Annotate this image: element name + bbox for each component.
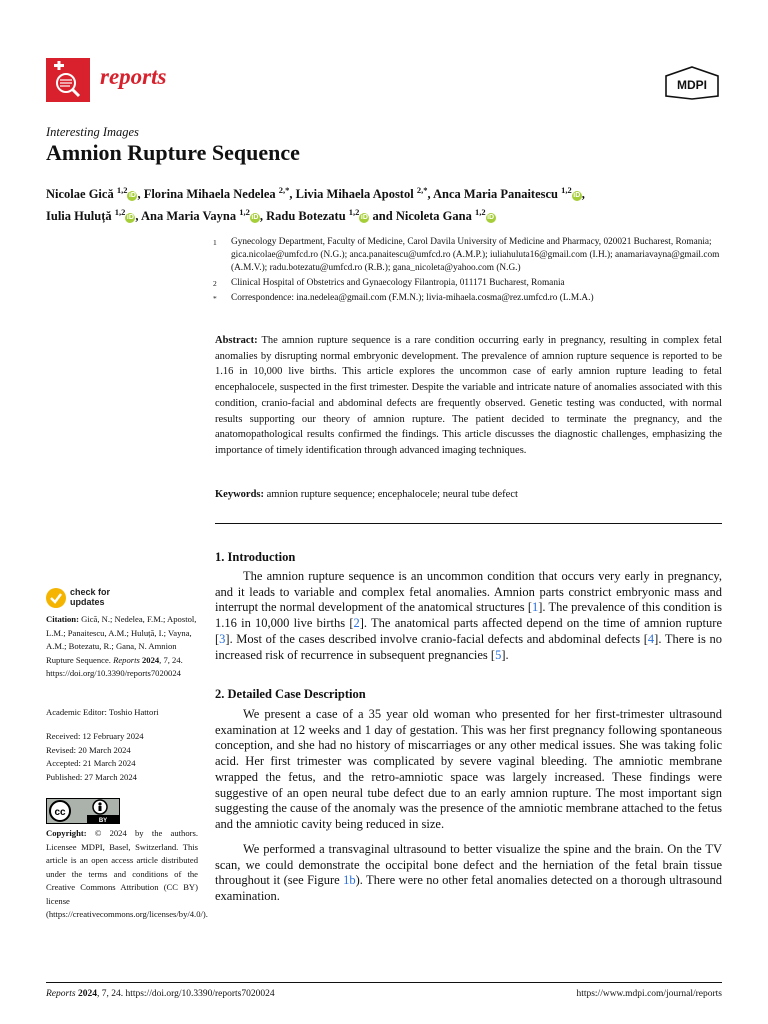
svg-text:cc: cc — [54, 807, 66, 818]
dates-block — [46, 730, 198, 784]
author-separator: and — [369, 209, 396, 224]
copyright-label: Copyright: — [46, 828, 87, 838]
paragraph-text: ). There were no other fetal anomalies detected on a thorough ultrasound examination. — [215, 873, 722, 904]
cc-by-license-badge[interactable] — [46, 798, 120, 824]
author-name: Radu Botezatu — [266, 209, 349, 224]
page-title: Amnion Rupture Sequence — [46, 140, 300, 165]
paragraph-text: We performed a transvaginal ultrasound to better visualize the spine and the brain. On the TV scan, we could demonstrate the occipital bone defect and the herniation of the fetal brain tissue throughout it (see Figure — [215, 842, 722, 888]
keywords — [215, 489, 722, 500]
article-type: Interesting Images — [46, 125, 139, 139]
magnifier-icon — [46, 58, 90, 102]
received-date: Received: 12 February 2024 — [46, 731, 144, 741]
affiliation-2: 2 Clinical Hospital of Obstetrics and Gynaecology Filantropia, 011171 Bucharest, Romania — [213, 278, 565, 288]
abstract-label: Abstract: — [215, 335, 258, 346]
section-heading-introduction: 1. Introduction — [215, 550, 296, 564]
abstract — [215, 333, 722, 459]
footer-doi: , 7, 24. https://doi.org/10.3390/reports7020024 — [96, 989, 275, 999]
author-name: Nicolae Gică — [46, 187, 117, 202]
cc-by-label: BY — [98, 818, 108, 823]
revised-date: Revised: 20 March 2024 — [46, 744, 131, 755]
footer-citation — [46, 989, 275, 999]
author-separator: , — [135, 209, 141, 224]
abstract-text: The amnion rupture sequence is a rare condition occurring early in pregnancy, resulting in complex fetal anomalies by disrupting normal embryonic development. The prevalence of amnion rupture sequence is reported to be 1.16 in 10,000 live births. This article explores the uncommon case of early amnion rupture leading to fetal encephalocele, suspected in the first trimester. Despite the variable and intricate nature of anomalies associated with this condition, cranio-facial and abdominal defects are frequently observed. Genetic testing was conducted, with normal results supporting our theory of amnion rupture. The patient decided to terminate the pregnancy, and the anatomopathological results confirmed the findings. This article discusses the diagnostic challenges, emphasizing the importance of timely identification through advanced imaging techniques. — [215, 335, 723, 456]
footer-divider — [46, 982, 722, 983]
paragraph-text: ]. The prevalence of this condition is 1.16 in 10,000 live births [ — [215, 600, 722, 631]
author-separator: , — [259, 209, 267, 224]
citation-journal: Reports — [113, 654, 140, 665]
author-name: Iulia Huluță — [46, 209, 115, 224]
case-paragraph-1: We present a case of a 35 year old woman who presented for her first-trimester ultrasound examination at 12 weeks and 1 day of gestation. This was her first pregnancy following spontaneous conception, and she had no history of miscarriages or any other medical issues. She was taking folic acid. Her first trimester was complicated by severe vaginal bleeding. The amniotic membrane wrapped the fetus, and the retro-amniotic space was largely increased. These findings were suggestive of an open neural tube defect due to an early amnion rupture. The most important sign suggesting the cause of the anomaly was the presence of the amniotic membrane attached to the fetus and the amniotic cavity being reduced in size. — [215, 707, 722, 831]
keywords-text: amnion rupture sequence; encephalocele; neural tube defect — [266, 489, 518, 500]
citation-label: Citation: — [46, 614, 79, 624]
orcid-icon[interactable]: iD — [360, 214, 368, 222]
check-updates-line2: updates — [70, 597, 105, 607]
reference-link[interactable]: 1 — [532, 600, 539, 615]
citation-text: Gică, N.; Nedelea, F.M.; Apostol, L.M.; Panaitescu, A.M.; Huluță, I.; Vayna, A.M.; Botezatu, R.; Gana, N. Amnion Rupture Sequence. — [46, 614, 197, 665]
footer-journal-url[interactable]: https://www.mdpi.com/journal/reports — [576, 989, 722, 999]
reference-link[interactable]: 5 — [495, 647, 502, 662]
author-name: Livia Mihaela Apostol — [295, 187, 417, 202]
orcid-icon[interactable]: iD — [128, 192, 136, 200]
reference-link[interactable]: 3 — [219, 631, 226, 646]
check-for-updates-button[interactable] — [46, 586, 116, 610]
author-name: Ana Maria Vayna — [140, 209, 240, 224]
paragraph-text: The amnion rupture sequence is an uncommon condition that occurs very early in pregnancy, and it leads to variable and complex fetal anomalies. Amnion parts constrict embryonic mass and interrupt the normal development of the anatomical structures [ — [215, 569, 722, 615]
orcid-icon[interactable]: iD — [126, 214, 134, 222]
accepted-date: Accepted: 21 March 2024 — [46, 758, 136, 768]
academic-editor: Academic Editor: Toshio Hattori — [46, 707, 159, 717]
affiliations — [213, 236, 723, 305]
orcid-icon[interactable]: iD — [251, 214, 259, 222]
author-list — [46, 181, 746, 225]
check-updates-icon — [46, 588, 66, 608]
orcid-icon[interactable]: iD — [573, 192, 581, 200]
author-affiliation-mark: 1,2 — [239, 207, 250, 218]
footer-year: 2024 — [77, 989, 97, 999]
author-affiliation-mark: 1,2 — [116, 185, 128, 195]
paragraph-text: ]. There is no increased risk of recurrence in subsequent pregnancies [ — [215, 631, 722, 662]
paragraph-text: ]. Most of the cases described involve cranio-facial defects and abdominal defects [ — [225, 631, 648, 646]
author-separator: , — [581, 187, 585, 202]
author-affiliation-mark: 1,2 — [114, 207, 126, 218]
journal-name: reports — [100, 64, 167, 89]
affiliation-1: 1 Gynecology Department, Faculty of Medicine, Carol Davila University of Medicine and Pharmacy, 020021 Bucharest, Romania; gica.nicolae@umfcd.ro (N.G.); anca.panaitescu@umfcd.ro (A.M.P.); iuliahuluta16@gmail.com (I.H.); anamariavayna@gmail.com (A.M.V.); radu.botezatu@umfcd.ro (R.B.); gana_nicoleta@yahoo.com (N.G.) — [213, 237, 720, 273]
author-name: Nicoleta Gana — [395, 209, 475, 224]
journal-logo — [46, 58, 90, 102]
author-name: Anca Maria Panaitescu — [433, 187, 562, 202]
mdpi-logo-text: MDPI — [677, 78, 707, 92]
citation-year: 2024 — [141, 654, 160, 665]
published-date: Published: 27 March 2024 — [46, 771, 137, 782]
intro-paragraph — [215, 569, 722, 663]
case-paragraph-2 — [215, 842, 722, 905]
author-separator: , — [427, 187, 434, 202]
reference-link[interactable]: 4 — [647, 631, 655, 646]
footer-journal: Reports — [46, 989, 76, 999]
paragraph-text: ]. The anatomical parts affected depend on the time of amnion rupture [ — [215, 616, 722, 646]
author-affiliation-mark: 2,* — [416, 185, 428, 195]
citation-block — [46, 613, 198, 681]
reference-link[interactable]: 1b — [343, 873, 356, 888]
author-separator: , — [137, 187, 144, 202]
divider — [215, 523, 722, 524]
author-affiliation-mark: 1,2 — [348, 207, 360, 218]
section-heading-case: 2. Detailed Case Description — [215, 687, 366, 701]
check-updates-line1: check for — [70, 587, 111, 597]
copyright-text: © 2024 by the authors. Licensee MDPI, Basel, Switzerland. This article is an open access article distributed under the terms and conditions of the Creative Commons Attribution (CC BY) license (https://creativecommons.org/licenses/by/4.0/). — [46, 828, 208, 919]
author-name: Florina Mihaela Nedelea — [143, 187, 279, 202]
author-affiliation-mark: 1,2 — [561, 185, 572, 195]
citation-tail: , 7, 24. https://doi.org/10.3390/reports7020024 — [46, 654, 183, 678]
copyright-block — [46, 827, 208, 922]
author-affiliation-mark: 2,* — [278, 185, 290, 195]
correspondence: * Correspondence: ina.nedelea@gmail.com (F.M.N.); livia-mihaela.cosma@rez.umfcd.ro (L.M.A.) — [213, 293, 594, 303]
orcid-icon[interactable]: iD — [487, 214, 495, 222]
author-affiliation-mark: 1,2 — [474, 207, 486, 218]
mdpi-logo — [663, 66, 721, 100]
paragraph-text: ]. — [501, 647, 509, 662]
keywords-label: Keywords: — [215, 489, 264, 500]
reference-link[interactable]: 2 — [353, 616, 360, 631]
author-separator: , — [289, 187, 296, 202]
